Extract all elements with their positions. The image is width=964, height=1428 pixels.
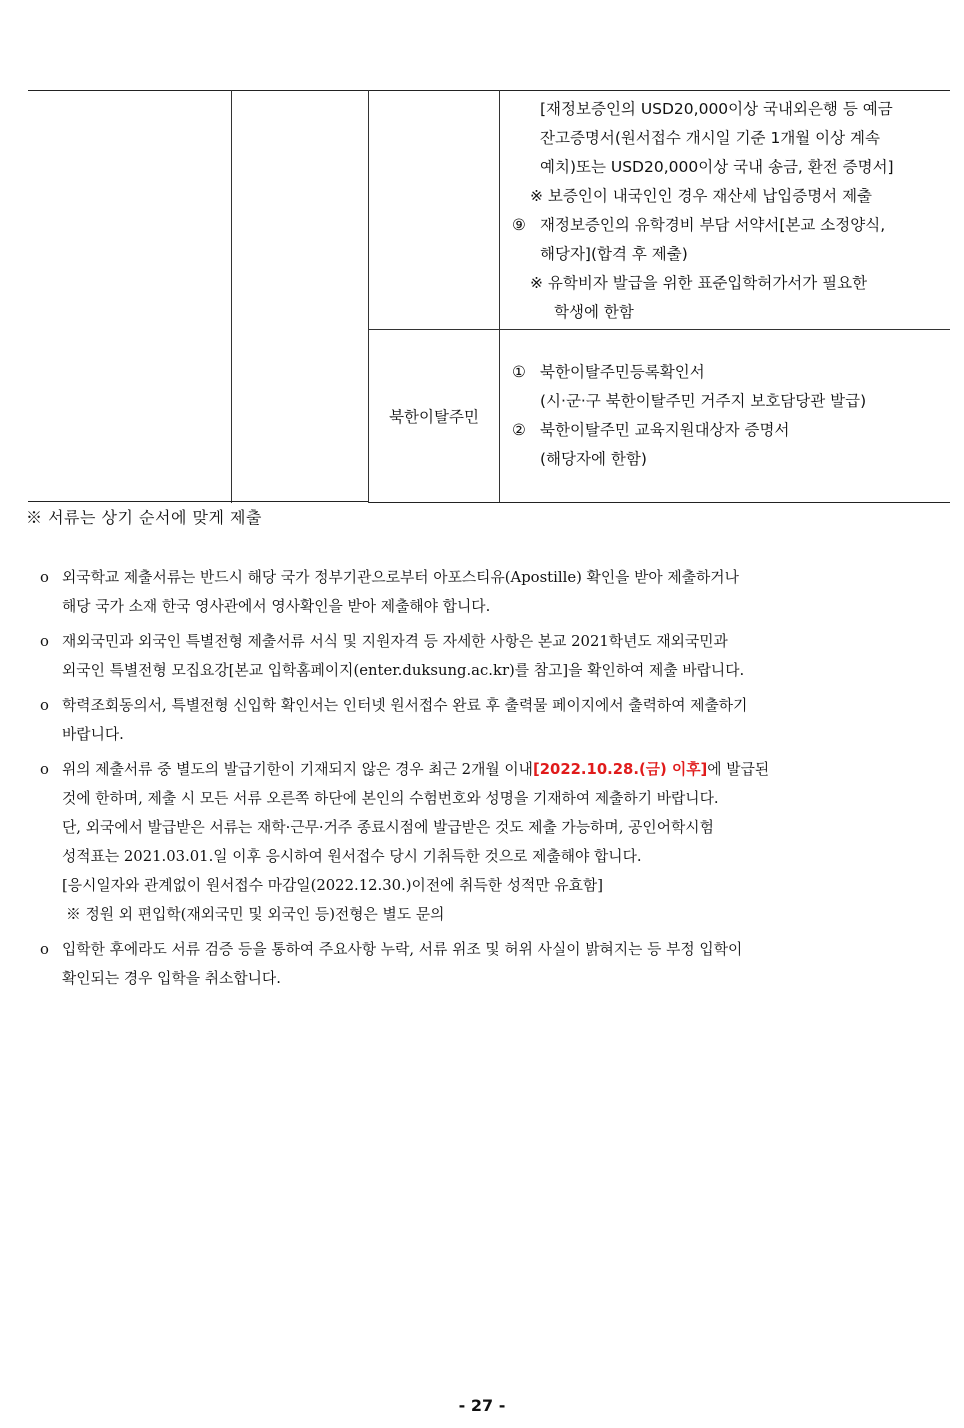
table-cell-label-empty (369, 91, 500, 330)
notice-line: 성적표는 2021.03.01.일 이후 응시하여 원서접수 당시 기취득한 것으로 제출해야 합니다. (62, 848, 642, 865)
table-cell-documents-2 (500, 330, 951, 503)
doc-line: 예치)또는 USD20,000이상 국내 송금, 환전 증명서] (540, 158, 894, 176)
notice-line: 외국학교 제출서류는 반드시 해당 국가 정부기관으로부터 아포스티유(Apostille) 확인을 받아 제출하거나 (62, 569, 739, 586)
notice-text: 위의 제출서류 중 별도의 발급기한이 기재되지 않은 경우 최근 2개월 이내 (62, 761, 533, 778)
bullet-marker: o (40, 569, 49, 586)
notice-item (40, 755, 938, 900)
row-label-north-korean-defectors: 북한이탈주민 (389, 408, 479, 426)
notice-item (40, 935, 938, 993)
doc-line: [재정보증인의 USD20,000이상 국내외은행 등 예금 (540, 100, 893, 118)
doc-line: 잔고증명서(원서접수 개시일 기준 1개월 이상 계속 (540, 129, 881, 147)
order-note: ※ 서류는 상기 순서에 맞게 제출 (26, 508, 262, 527)
doc-line: (시·군·구 북한이탈주민 거주지 보호담당관 발급) (540, 392, 867, 410)
notice-line: 확인되는 경우 입학을 취소합니다. (62, 970, 281, 987)
notice-line: 것에 한하며, 제출 시 모든 서류 오른쪽 하단에 본인의 수험번호와 성명을 기재하여 제출하기 바랍니다. (62, 790, 719, 807)
doc-line: 해당자](합격 후 제출) (540, 245, 688, 263)
doc-line: (해당자에 한함) (540, 450, 647, 468)
circled-number-2: ② (512, 421, 526, 439)
notice-item (40, 627, 938, 685)
doc-note: ※ 유학비자 발급을 위한 표준입학허가서가 필요한 (530, 274, 868, 292)
deadline-highlight: [2022.10.28.(금) 이후] (532, 761, 708, 778)
notice-line: 해당 국가 소재 한국 영사관에서 영사확인을 받아 제출해야 합니다. (62, 598, 491, 615)
notice-line-with-deadline (62, 755, 938, 784)
notice-line: 입학한 후에라도 서류 검증 등을 통하여 주요사항 누락, 서류 위조 및 허위 사실이 밝혀지는 등 부정 입학이 (62, 941, 743, 958)
page-number: - 27 - (458, 1396, 506, 1415)
notice-line: 학력조회동의서, 특별전형 신입학 확인서는 인터넷 원서접수 완료 후 출력물 페이지에서 출력하여 제출하기 (62, 697, 748, 714)
doc-line: 북한이탈주민 교육지원대상자 증명서 (540, 421, 790, 439)
notice-line: 단, 외국에서 발급받은 서류는 재학·근무·거주 종료시점에 발급받은 것도 제출 가능하며, 공인어학시험 (62, 819, 714, 836)
notice-text: 에 발급된 (707, 761, 770, 778)
notice-list (40, 563, 938, 999)
table-bottom-rule (28, 90, 368, 502)
bullet-marker: o (40, 633, 49, 650)
notice-line: 재외국민과 외국인 특별전형 제출서류 서식 및 지원자격 등 자세한 사항은 본교 2021학년도 재외국민과 (62, 633, 728, 650)
notice-item (40, 691, 938, 749)
table-cell-documents-1 (500, 91, 951, 330)
circled-number-1: ① (512, 363, 526, 381)
doc-line: 북한이탈주민등록확인서 (540, 363, 705, 381)
doc-line: 재정보증인의 유학경비 부담 서약서[본교 소정양식, (540, 216, 886, 234)
notice-line: 외국인 특별전형 모집요강[본교 입학홈페이지(enter.duksung.ac.kr)를 참고]을 확인하여 제출 바랍니다. (62, 662, 745, 679)
table-cell-label (369, 330, 500, 503)
doc-note: ※ 보증인이 내국인인 경우 재산세 납입증명서 제출 (530, 187, 873, 205)
notice-item (40, 563, 938, 621)
circled-number-9: ⑨ (512, 216, 526, 234)
notice-line: [응시일자와 관계없이 원서접수 마감일(2022.12.30.)이전에 취득한 성적만 유효함] (62, 877, 603, 894)
bullet-marker: o (40, 697, 49, 714)
bullet-marker: o (40, 761, 49, 778)
doc-note-continued: 학생에 한함 (554, 303, 634, 321)
notice-line: 바랍니다. (62, 726, 124, 743)
transfer-admission-note: ※ 정원 외 편입학(재외국민 및 외국인 등)전형은 별도 문의 (66, 906, 445, 923)
bullet-marker: o (40, 941, 49, 958)
